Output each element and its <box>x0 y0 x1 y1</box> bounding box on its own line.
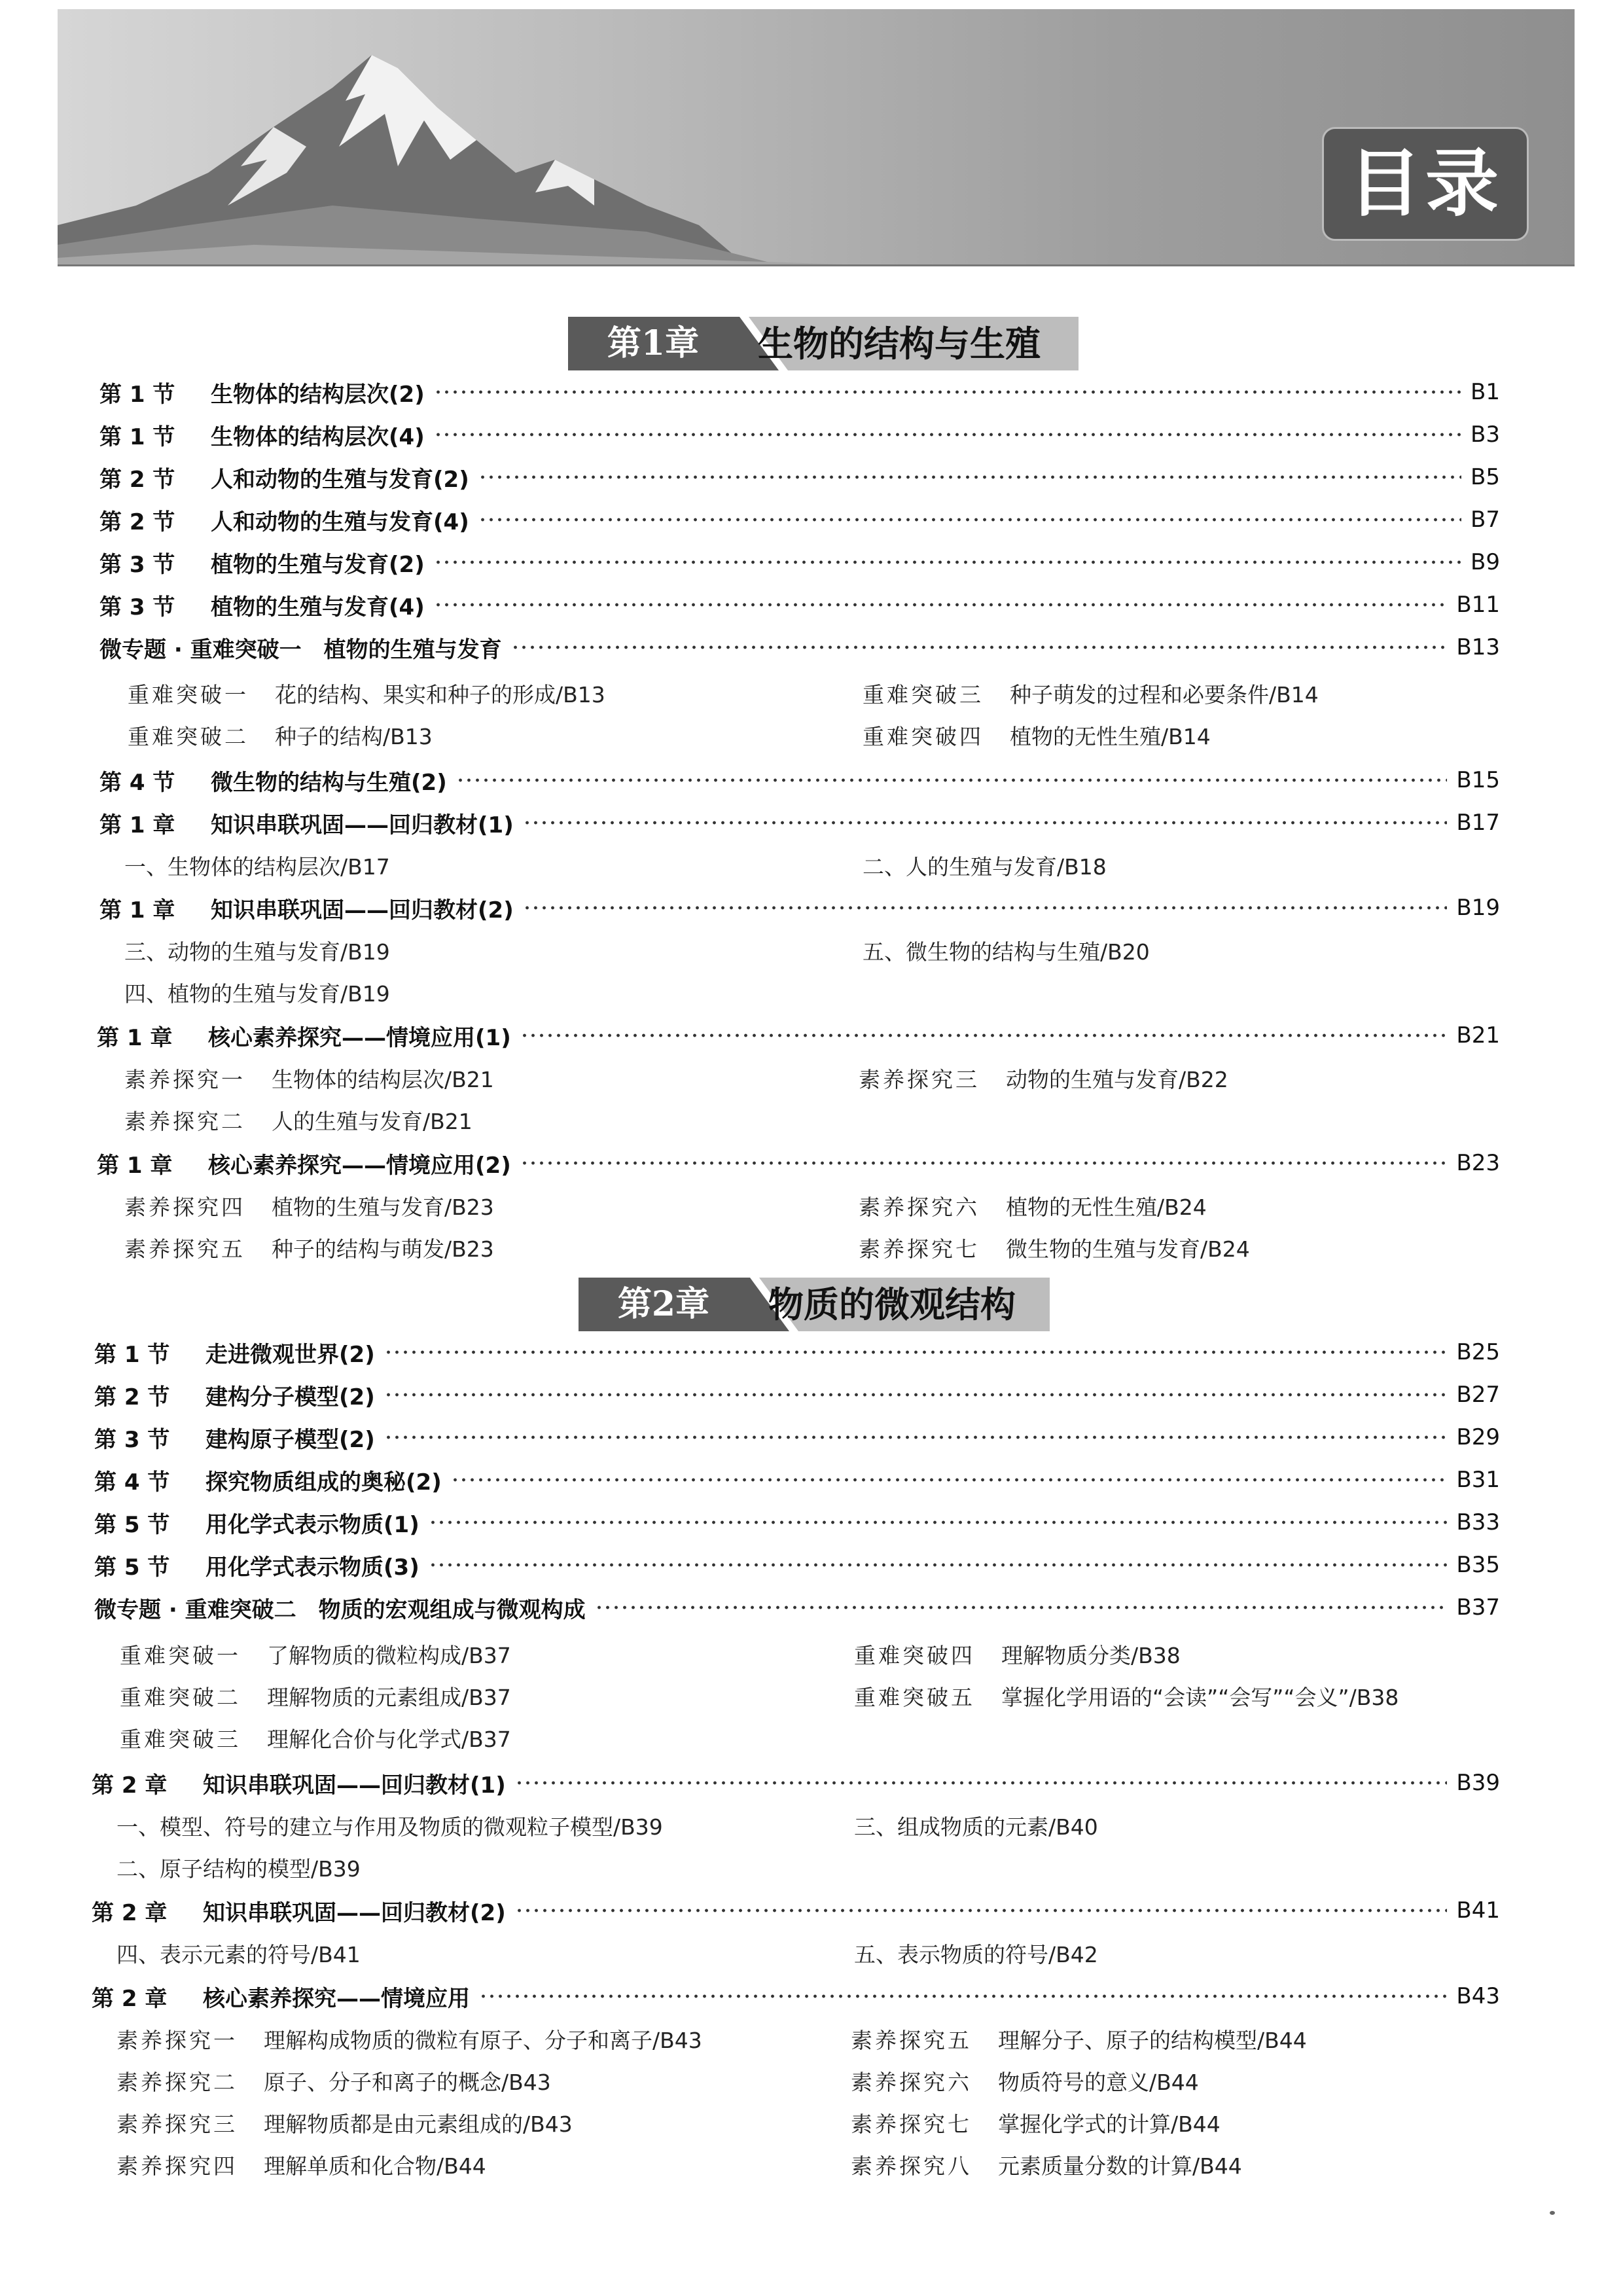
page-number: B39 <box>1456 1770 1500 1796</box>
sub-entry[interactable] <box>116 2064 551 2101</box>
sub-label: 重难突破二 <box>128 724 249 749</box>
page-number: B27 <box>1456 1382 1500 1408</box>
dot-leader <box>595 1605 1448 1609</box>
page-number: B13 <box>1456 634 1500 660</box>
sub-label: 素养探究五 <box>851 2028 972 2053</box>
sub-text: 原子、分子和离子的概念/B43 <box>264 2070 551 2095</box>
sub-text: 五、表示物质的符号/B42 <box>854 1942 1098 1967</box>
dot-leader <box>520 1033 1448 1037</box>
page-number: B25 <box>1456 1339 1500 1365</box>
dot-leader <box>520 1161 1448 1165</box>
page-number: B29 <box>1456 1424 1500 1450</box>
sub-label: 重难突破一 <box>128 682 249 708</box>
sub-text: 三、组成物质的元素/B40 <box>854 1814 1098 1840</box>
sub-text: 种子的结构/B13 <box>275 724 433 749</box>
sub-entry[interactable] <box>854 1679 1399 1716</box>
sub-entry[interactable] <box>863 849 1107 886</box>
sub-text: 理解分子、原子的结构模型/B44 <box>998 2028 1307 2053</box>
dot-leader <box>429 1520 1448 1524</box>
entry-title: 人和动物的生殖与发育(2) <box>211 466 469 493</box>
sub-text: 微生物的生殖与发育/B24 <box>1006 1236 1250 1262</box>
page-number: B35 <box>1456 1552 1500 1578</box>
entry-title: 知识串联巩固——回归教材(1) <box>203 1772 506 1799</box>
sub-entry[interactable] <box>124 934 390 971</box>
entry-title: 建构原子模型(2) <box>205 1426 375 1453</box>
sub-text: 种子萌发的过程和必要条件/B14 <box>1010 682 1319 708</box>
chapter-title: 生物的结构与生殖 <box>758 323 1041 365</box>
chapter-title: 物质的微观结构 <box>768 1283 1016 1325</box>
sub-label: 重难突破三 <box>863 682 984 708</box>
entry-title: 知识串联巩固——回归教材(1) <box>211 812 514 838</box>
sub-text: 掌握化学用语的“会读”“会写”“会义”/B38 <box>1001 1685 1399 1710</box>
sub-entry[interactable] <box>854 1638 1181 1674</box>
toc-entry[interactable] <box>94 1334 1500 1371</box>
entry-title: 核心素养探究——情境应用(2) <box>208 1152 511 1179</box>
sub-label: 素养探究三 <box>859 1067 980 1092</box>
page-number: B1 <box>1471 379 1500 405</box>
sub-entry[interactable] <box>120 1721 511 1758</box>
scan-speck <box>1550 2211 1555 2215</box>
sub-entry[interactable] <box>116 1937 361 1973</box>
toc-entry[interactable] <box>94 1547 1500 1583</box>
section-number: 第 2 章 <box>92 1985 168 2012</box>
sub-label: 重难突破一 <box>120 1643 241 1668</box>
sub-label: 素养探究五 <box>124 1236 245 1262</box>
sub-label: 素养探究一 <box>116 2028 238 2053</box>
sub-label: 素养探究六 <box>851 2070 972 2095</box>
sub-label: 重难突破四 <box>863 724 984 749</box>
page-number: B21 <box>1456 1022 1500 1049</box>
entry-title: 人和动物的生殖与发育(4) <box>211 509 469 535</box>
sub-entry[interactable] <box>859 1062 1228 1098</box>
sub-label: 重难突破五 <box>854 1685 975 1710</box>
toc-entry[interactable] <box>99 459 1500 495</box>
section-number: 第 1 节 <box>99 381 175 408</box>
entry-title: 走进微观世界(2) <box>205 1341 375 1368</box>
sub-text: 人的生殖与发育/B21 <box>272 1109 473 1134</box>
sub-text: 三、动物的生殖与发育/B19 <box>124 939 390 965</box>
dot-leader <box>451 1478 1448 1482</box>
toc-entry[interactable] <box>92 1765 1500 1801</box>
entry-title: 用化学式表示物质(1) <box>205 1511 419 1538</box>
sub-label: 素养探究三 <box>116 2111 238 2137</box>
sub-label: 重难突破三 <box>120 1727 241 1752</box>
sub-entry[interactable] <box>128 677 605 713</box>
entry-title: 植物的生殖与发育(2) <box>211 551 425 578</box>
toc-entry[interactable] <box>92 1978 1500 2015</box>
entry-title: 核心素养探究——情境应用(1) <box>208 1024 511 1051</box>
sub-text: 理解构成物质的微粒有原子、分子和离子/B43 <box>264 2028 702 2053</box>
sub-entry[interactable] <box>859 1189 1207 1226</box>
sub-text: 元素质量分数的计算/B44 <box>998 2153 1242 2179</box>
page-number: B41 <box>1456 1897 1500 1924</box>
entry-title: 微专题 · 重难突破二 物质的宏观组成与微观构成 <box>94 1596 586 1623</box>
entry-title: 植物的生殖与发育(4) <box>211 594 425 620</box>
sub-text: 植物的无性生殖/B24 <box>1006 1194 1207 1220</box>
dot-leader <box>478 518 1461 522</box>
dot-leader <box>479 1994 1447 1998</box>
section-number: 第 1 节 <box>99 423 175 450</box>
page-number: B15 <box>1456 767 1500 793</box>
sub-label: 重难突破四 <box>854 1643 975 1668</box>
sub-entry[interactable] <box>854 1937 1098 1973</box>
chapter-label: 第2章 <box>617 1284 710 1324</box>
section-number: 第 1 章 <box>99 897 175 924</box>
section-number: 第 1 章 <box>97 1024 173 1051</box>
entry-title: 核心素养探究——情境应用 <box>203 1985 470 2012</box>
sub-entry[interactable] <box>120 1679 511 1716</box>
sub-label: 素养探究四 <box>116 2153 238 2179</box>
sub-text: 动物的生殖与发育/B22 <box>1006 1067 1228 1092</box>
sub-entry[interactable] <box>124 976 390 1013</box>
chapter-banner-2 <box>579 1278 1050 1331</box>
page-title: 目录 <box>1322 127 1529 241</box>
section-number: 第 3 节 <box>99 551 175 578</box>
toc-entry[interactable] <box>94 1462 1500 1498</box>
section-number: 第 5 节 <box>94 1554 170 1581</box>
sub-entry[interactable] <box>851 2106 1221 2143</box>
dot-leader <box>456 778 1448 782</box>
toc-entry[interactable] <box>97 1017 1500 1054</box>
section-number: 第 4 节 <box>94 1469 170 1496</box>
dot-leader <box>523 906 1448 910</box>
sub-text: 二、原子结构的模型/B39 <box>116 1856 361 1882</box>
toc-entry[interactable] <box>99 544 1500 581</box>
page-number: B31 <box>1456 1467 1500 1493</box>
chapter-label: 第1章 <box>607 323 700 363</box>
section-number: 第 2 章 <box>92 1772 168 1799</box>
toc-entry[interactable] <box>99 586 1500 623</box>
sub-entry[interactable] <box>851 2022 1307 2059</box>
sub-text: 二、人的生殖与发育/B18 <box>863 854 1107 880</box>
toc-entry[interactable] <box>99 762 1500 798</box>
sub-text: 生物体的结构层次/B21 <box>272 1067 494 1092</box>
toc-entry[interactable] <box>99 889 1500 926</box>
sub-entry[interactable] <box>851 2148 1242 2185</box>
sub-label: 素养探究六 <box>859 1194 980 1220</box>
section-number: 第 2 节 <box>94 1384 170 1410</box>
entry-title: 建构分子模型(2) <box>205 1384 375 1410</box>
sub-text: 五、微生物的结构与生殖/B20 <box>863 939 1150 965</box>
sub-text: 了解物质的微粒构成/B37 <box>267 1643 511 1668</box>
sub-entry[interactable] <box>128 719 433 755</box>
sub-entry[interactable] <box>124 849 390 886</box>
entry-title: 知识串联巩固——回归教材(2) <box>203 1899 506 1926</box>
sub-text: 四、表示元素的符号/B41 <box>116 1942 361 1967</box>
sub-entry[interactable] <box>124 1062 494 1098</box>
sub-entry[interactable] <box>859 1231 1250 1268</box>
sub-text: 一、模型、符号的建立与作用及物质的微观粒子模型/B39 <box>116 1814 663 1840</box>
section-number: 第 1 节 <box>94 1341 170 1368</box>
sub-entry[interactable] <box>116 2148 486 2185</box>
sub-entry[interactable] <box>124 1189 494 1226</box>
entry-title: 生物体的结构层次(2) <box>211 381 425 408</box>
sub-entry[interactable] <box>863 719 1211 755</box>
sub-text: 花的结构、果实和种子的形成/B13 <box>275 682 605 708</box>
toc-entry[interactable] <box>99 416 1500 453</box>
page-number: B7 <box>1471 507 1500 533</box>
toc-entry[interactable] <box>94 1504 1500 1541</box>
dot-leader <box>434 560 1461 564</box>
sub-label: 素养探究一 <box>124 1067 245 1092</box>
toc-entry[interactable] <box>92 1892 1500 1929</box>
page-number: B3 <box>1471 422 1500 448</box>
sub-text: 理解物质都是由元素组成的/B43 <box>264 2111 573 2137</box>
chapter-banner-1 <box>568 317 1079 370</box>
entry-title: 生物体的结构层次(4) <box>211 423 425 450</box>
dot-leader <box>511 645 1448 649</box>
section-number: 第 2 节 <box>99 509 175 535</box>
dot-leader <box>384 1435 1448 1439</box>
sub-label: 素养探究四 <box>124 1194 245 1220</box>
sub-entry[interactable] <box>863 934 1150 971</box>
sub-entry[interactable] <box>116 2022 702 2059</box>
sub-label: 素养探究八 <box>851 2153 972 2179</box>
entry-title: 微专题 · 重难突破一 植物的生殖与发育 <box>99 636 502 663</box>
page-number: B17 <box>1456 810 1500 836</box>
dot-leader <box>515 1781 1448 1785</box>
sub-entry[interactable] <box>124 1103 473 1140</box>
sub-text: 物质符号的意义/B44 <box>998 2070 1199 2095</box>
sub-entry[interactable] <box>854 1809 1098 1846</box>
dot-leader <box>478 475 1461 479</box>
entry-title: 微生物的结构与生殖(2) <box>211 769 447 796</box>
sub-text: 四、植物的生殖与发育/B19 <box>124 981 390 1007</box>
section-number: 第 5 节 <box>94 1511 170 1538</box>
sub-label: 素养探究二 <box>124 1109 245 1134</box>
toc-entry[interactable] <box>94 1589 1500 1626</box>
sub-text: 理解物质分类/B38 <box>1001 1643 1181 1668</box>
entry-title: 探究物质组成的奥秘(2) <box>205 1469 442 1496</box>
page-number: B19 <box>1456 895 1500 921</box>
toc-entry[interactable] <box>97 1145 1500 1181</box>
dot-leader <box>515 1909 1448 1912</box>
page-number: B11 <box>1456 592 1500 618</box>
toc-entry[interactable] <box>99 501 1500 538</box>
toc-entry[interactable] <box>99 629 1500 666</box>
section-number: 第 4 节 <box>99 769 175 796</box>
section-number: 第 2 章 <box>92 1899 168 1926</box>
page-number: B23 <box>1456 1150 1500 1176</box>
sub-label: 素养探究七 <box>851 2111 972 2137</box>
dot-leader <box>434 433 1461 437</box>
toc-entry[interactable] <box>94 1419 1500 1456</box>
sub-label: 重难突破二 <box>120 1685 241 1710</box>
sub-text: 理解化合价与化学式/B37 <box>267 1727 511 1752</box>
section-number: 第 3 节 <box>99 594 175 620</box>
dot-leader <box>384 1393 1448 1397</box>
page-number: B9 <box>1471 549 1500 575</box>
page-number: B33 <box>1456 1509 1500 1535</box>
dot-leader <box>434 390 1461 394</box>
sub-entry[interactable] <box>116 1851 361 1888</box>
entry-title: 用化学式表示物质(3) <box>205 1554 419 1581</box>
sub-text: 一、生物体的结构层次/B17 <box>124 854 390 880</box>
page-number: B43 <box>1456 1983 1500 2009</box>
sub-entry[interactable] <box>116 2106 573 2143</box>
dot-leader <box>434 603 1448 607</box>
sub-label: 素养探究二 <box>116 2070 238 2095</box>
sub-text: 掌握化学式的计算/B44 <box>998 2111 1221 2137</box>
toc-entry[interactable] <box>94 1376 1500 1413</box>
section-number: 第 1 章 <box>97 1152 173 1179</box>
header-banner <box>58 9 1575 266</box>
sub-text: 理解单质和化合物/B44 <box>264 2153 486 2179</box>
toc-entry[interactable] <box>99 804 1500 841</box>
sub-entry[interactable] <box>863 677 1319 713</box>
entry-title: 知识串联巩固——回归教材(2) <box>211 897 514 924</box>
dot-leader <box>384 1350 1448 1354</box>
page-number: B5 <box>1471 464 1500 490</box>
page-number: B37 <box>1456 1594 1500 1621</box>
dot-leader <box>523 821 1448 825</box>
sub-entry[interactable] <box>851 2064 1199 2101</box>
sub-entry[interactable] <box>124 1231 494 1268</box>
sub-text: 植物的无性生殖/B14 <box>1010 724 1211 749</box>
toc-entry[interactable] <box>99 374 1500 410</box>
sub-entry[interactable] <box>120 1638 511 1674</box>
sub-text: 植物的生殖与发育/B23 <box>272 1194 494 1220</box>
sub-entry[interactable] <box>116 1809 663 1846</box>
section-number: 第 2 节 <box>99 466 175 493</box>
sub-text: 种子的结构与萌发/B23 <box>272 1236 494 1262</box>
section-number: 第 1 章 <box>99 812 175 838</box>
section-number: 第 3 节 <box>94 1426 170 1453</box>
dot-leader <box>429 1563 1448 1567</box>
sub-label: 素养探究七 <box>859 1236 980 1262</box>
sub-text: 理解物质的元素组成/B37 <box>267 1685 511 1710</box>
